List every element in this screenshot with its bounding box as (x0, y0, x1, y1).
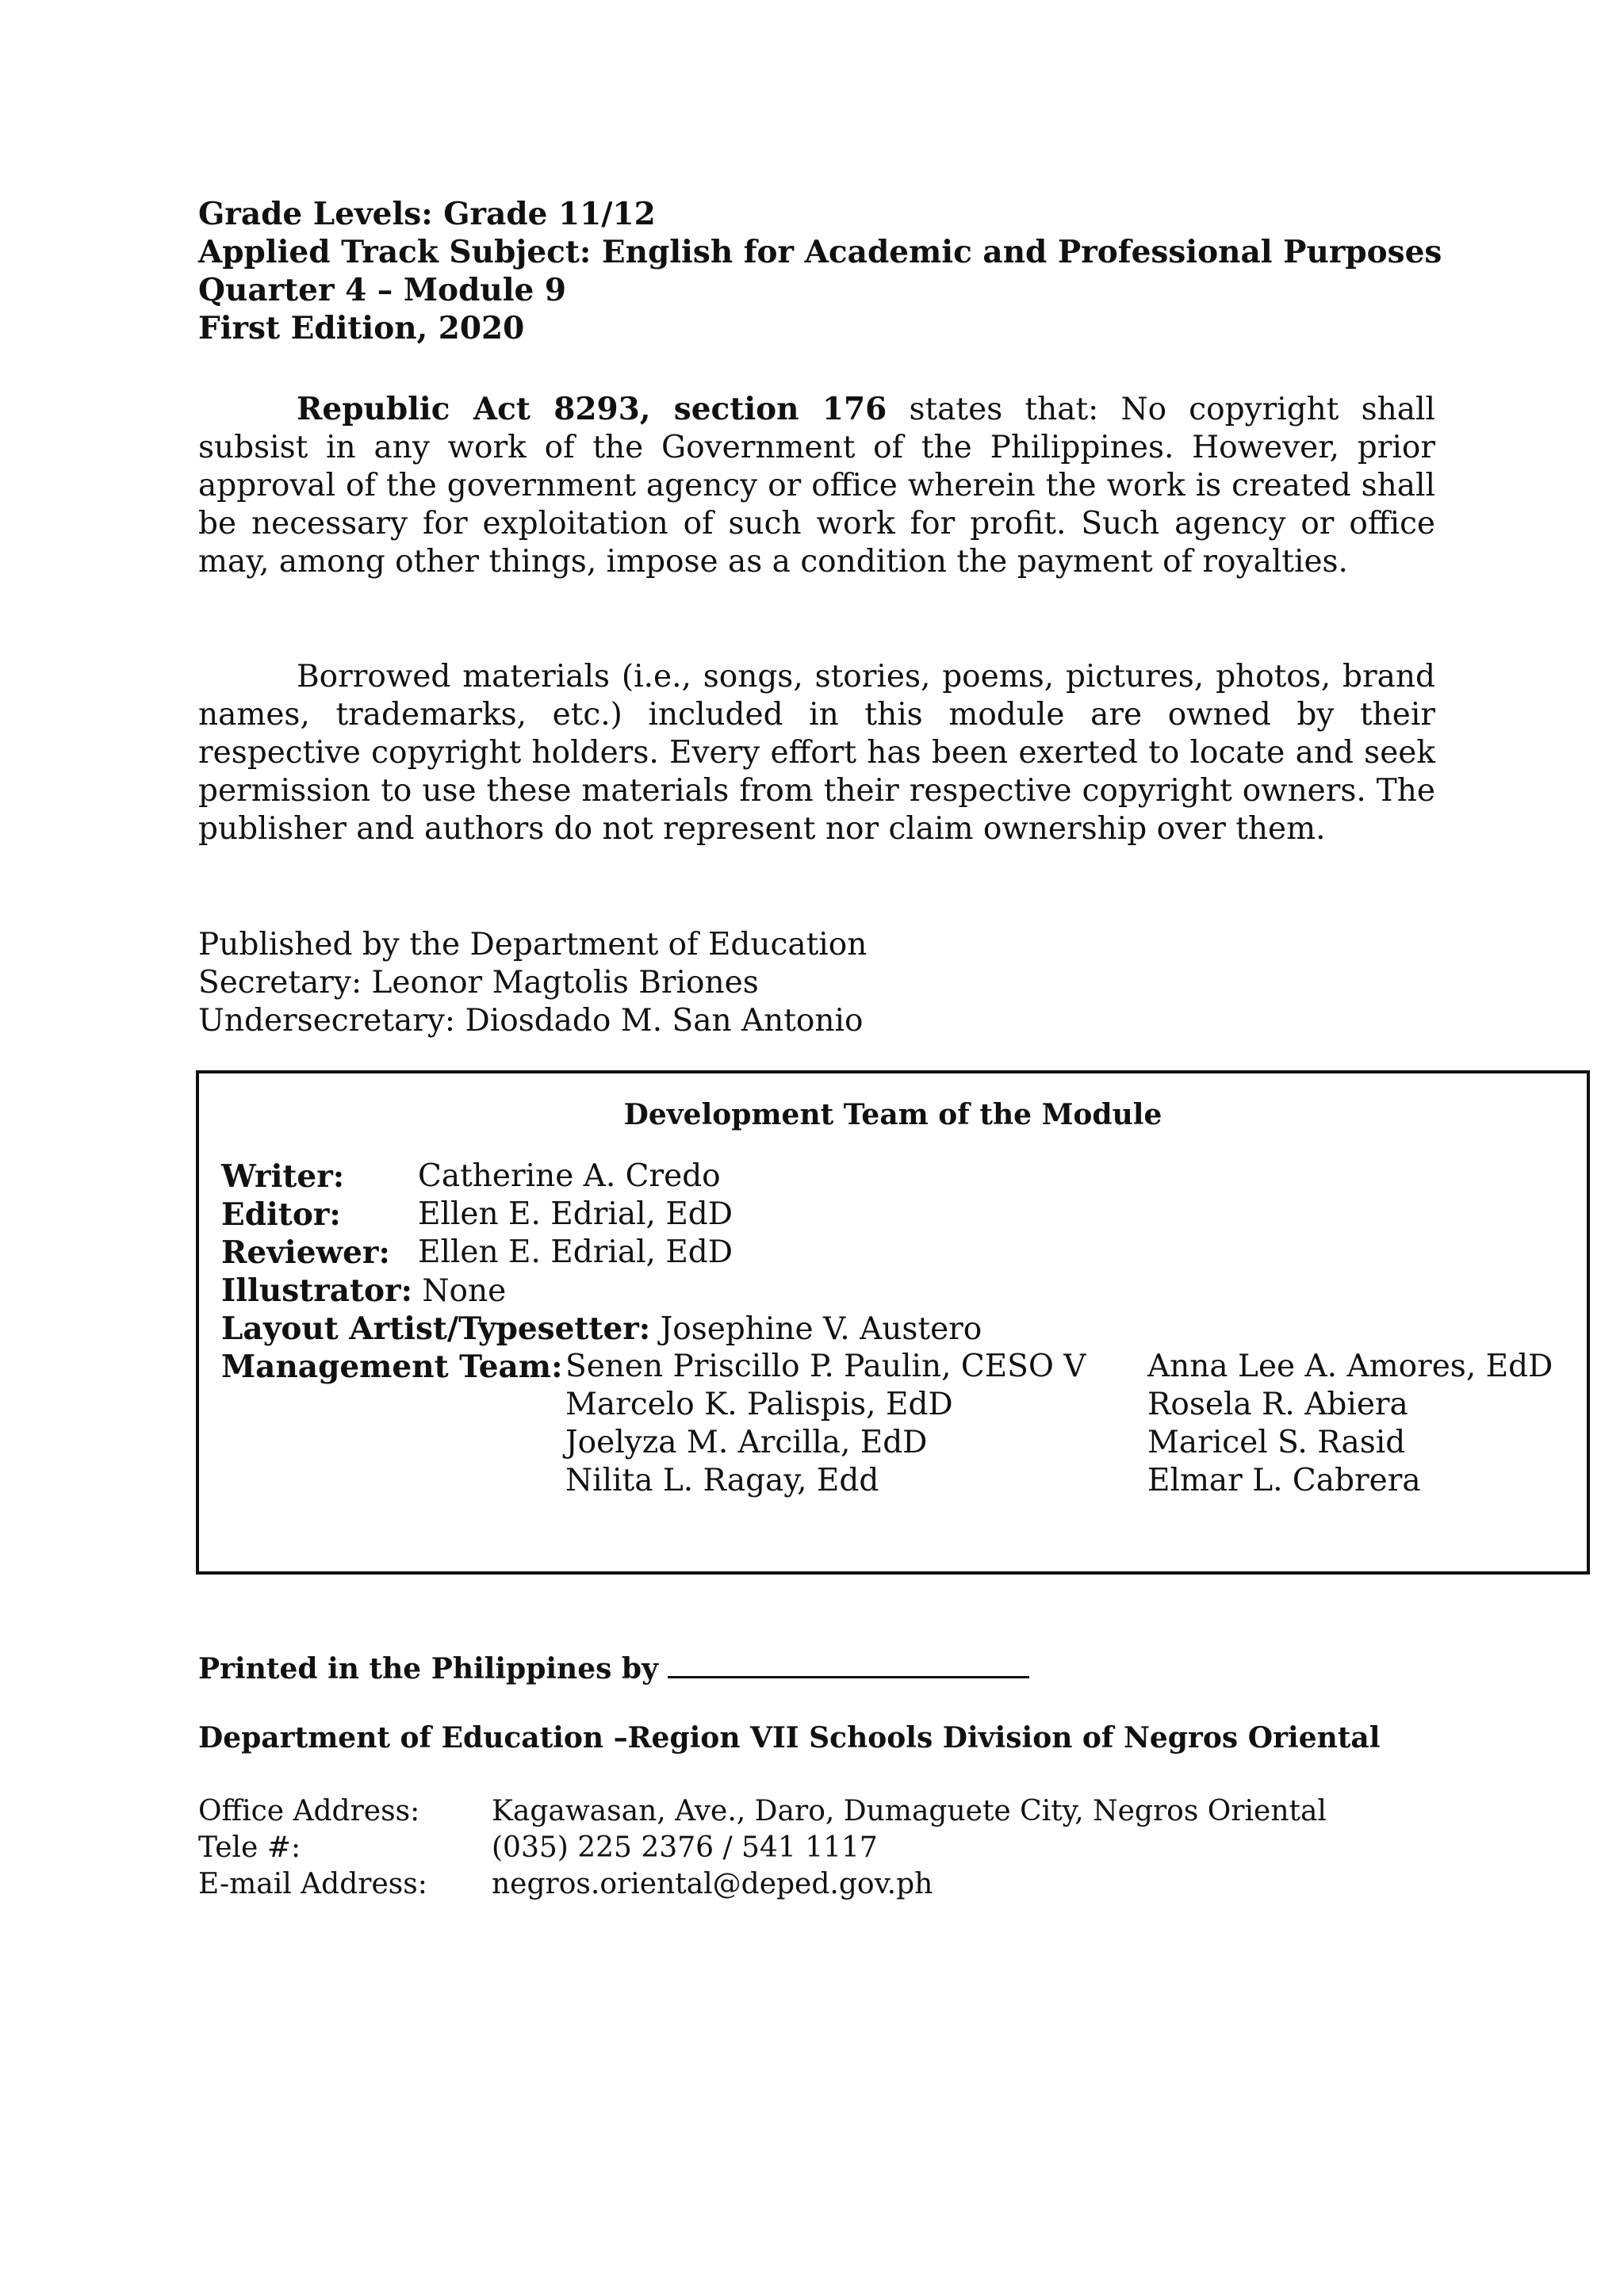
copyright-text: states that: No copyright shall subsist in any work of the Government of the Philippines. However, prior approval of the government agency or office wherein the work is created shall be necessary for exploitation of such work for profit. Such agency or office may, among other things, impose as a condition the payment of royalties. (198, 392, 1435, 580)
management-team-row (221, 1348, 562, 1387)
publisher-info (198, 926, 1435, 1040)
illustrator-name: None (412, 1273, 507, 1309)
printed-by-label: Printed in the Philippines by (198, 1652, 659, 1686)
layout-artist-label: Layout Artist/Typesetter: (221, 1311, 651, 1347)
edition: First Edition, 2020 (198, 310, 525, 346)
layout-artist-name: Josephine V. Austero (650, 1311, 982, 1347)
management-member: Anna Lee A. Amores, EdD (1147, 1349, 1553, 1384)
republic-act-reference: Republic Act 8293, section 176 (297, 391, 887, 427)
email-label: E-mail Address: (198, 1868, 427, 1900)
secretary: Secretary: Leonor Magtolis Briones (198, 965, 759, 1001)
grade-levels: Grade Levels: Grade 11/12 (198, 196, 656, 232)
illustrator-row (221, 1272, 506, 1311)
management-team-label: Management Team: (221, 1349, 563, 1385)
reviewer-name: Ellen E. Edrial, EdD (418, 1234, 733, 1270)
illustrator-label: Illustrator: (221, 1272, 412, 1309)
management-member: Marcelo K. Palispis, EdD (565, 1387, 953, 1422)
office-address-label: Office Address: (198, 1795, 420, 1827)
borrowed-materials-text: Borrowed materials (i.e., songs, stories, poems, pictures, photos, brand names, trademarks, etc.) included in this module are owned by their respective copyright holders. Every effort has been exerted to locate and seek permission to use these materials from their respective copyright owners. The publisher and authors do not represent nor claim ownership over them. (198, 659, 1435, 847)
writer-name: Catherine A. Credo (418, 1158, 721, 1194)
development-team-box (196, 1070, 1590, 1575)
printed-in-line (198, 1649, 1029, 1686)
editor-name: Ellen E. Edrial, EdD (418, 1196, 733, 1232)
editor-row (221, 1196, 733, 1234)
management-member: Senen Priscillo P. Paulin, CESO V (565, 1349, 1086, 1384)
management-member: Nilita L. Ragay, Edd (565, 1463, 879, 1498)
management-member: Joelyza M. Arcilla, EdD (565, 1425, 928, 1460)
borrowed-materials-paragraph (198, 658, 1435, 848)
management-member: Rosela R. Abiera (1147, 1387, 1408, 1422)
management-team-column-1 (565, 1348, 1086, 1500)
telephone-value: (035) 225 2376 / 541 1117 (492, 1831, 878, 1864)
management-member: Elmar L. Cabrera (1147, 1463, 1421, 1498)
management-member: Maricel S. Rasid (1147, 1425, 1406, 1460)
printer-blank-line (668, 1649, 1029, 1678)
writer-label: Writer: (221, 1158, 345, 1195)
module-header (198, 195, 1442, 347)
development-team-title: Development Team of the Module (623, 1098, 1162, 1131)
undersecretary: Undersecretary: Diosdado M. San Antonio (198, 1003, 864, 1039)
subject-line: Applied Track Subject: English for Academic and Professional Purposes (198, 234, 1442, 270)
quarter-module: Quarter 4 – Module 9 (198, 272, 567, 308)
telephone-label: Tele #: (198, 1831, 301, 1864)
email-value: negros.oriental@deped.gov.ph (492, 1868, 933, 1900)
deped-region-division: Department of Education –Region VII Schools Division of Negros Oriental (198, 1721, 1381, 1755)
reviewer-label: Reviewer: (221, 1234, 390, 1271)
copyright-paragraph (198, 390, 1435, 581)
writer-row (221, 1158, 721, 1196)
management-team-column-2 (1147, 1348, 1553, 1500)
published-by: Published by the Department of Education (198, 927, 868, 962)
reviewer-row (221, 1234, 733, 1272)
editor-label: Editor: (221, 1196, 341, 1233)
layout-artist-row (221, 1310, 982, 1349)
office-address-value: Kagawasan, Ave., Daro, Dumaguete City, Negros Oriental (492, 1795, 1327, 1827)
